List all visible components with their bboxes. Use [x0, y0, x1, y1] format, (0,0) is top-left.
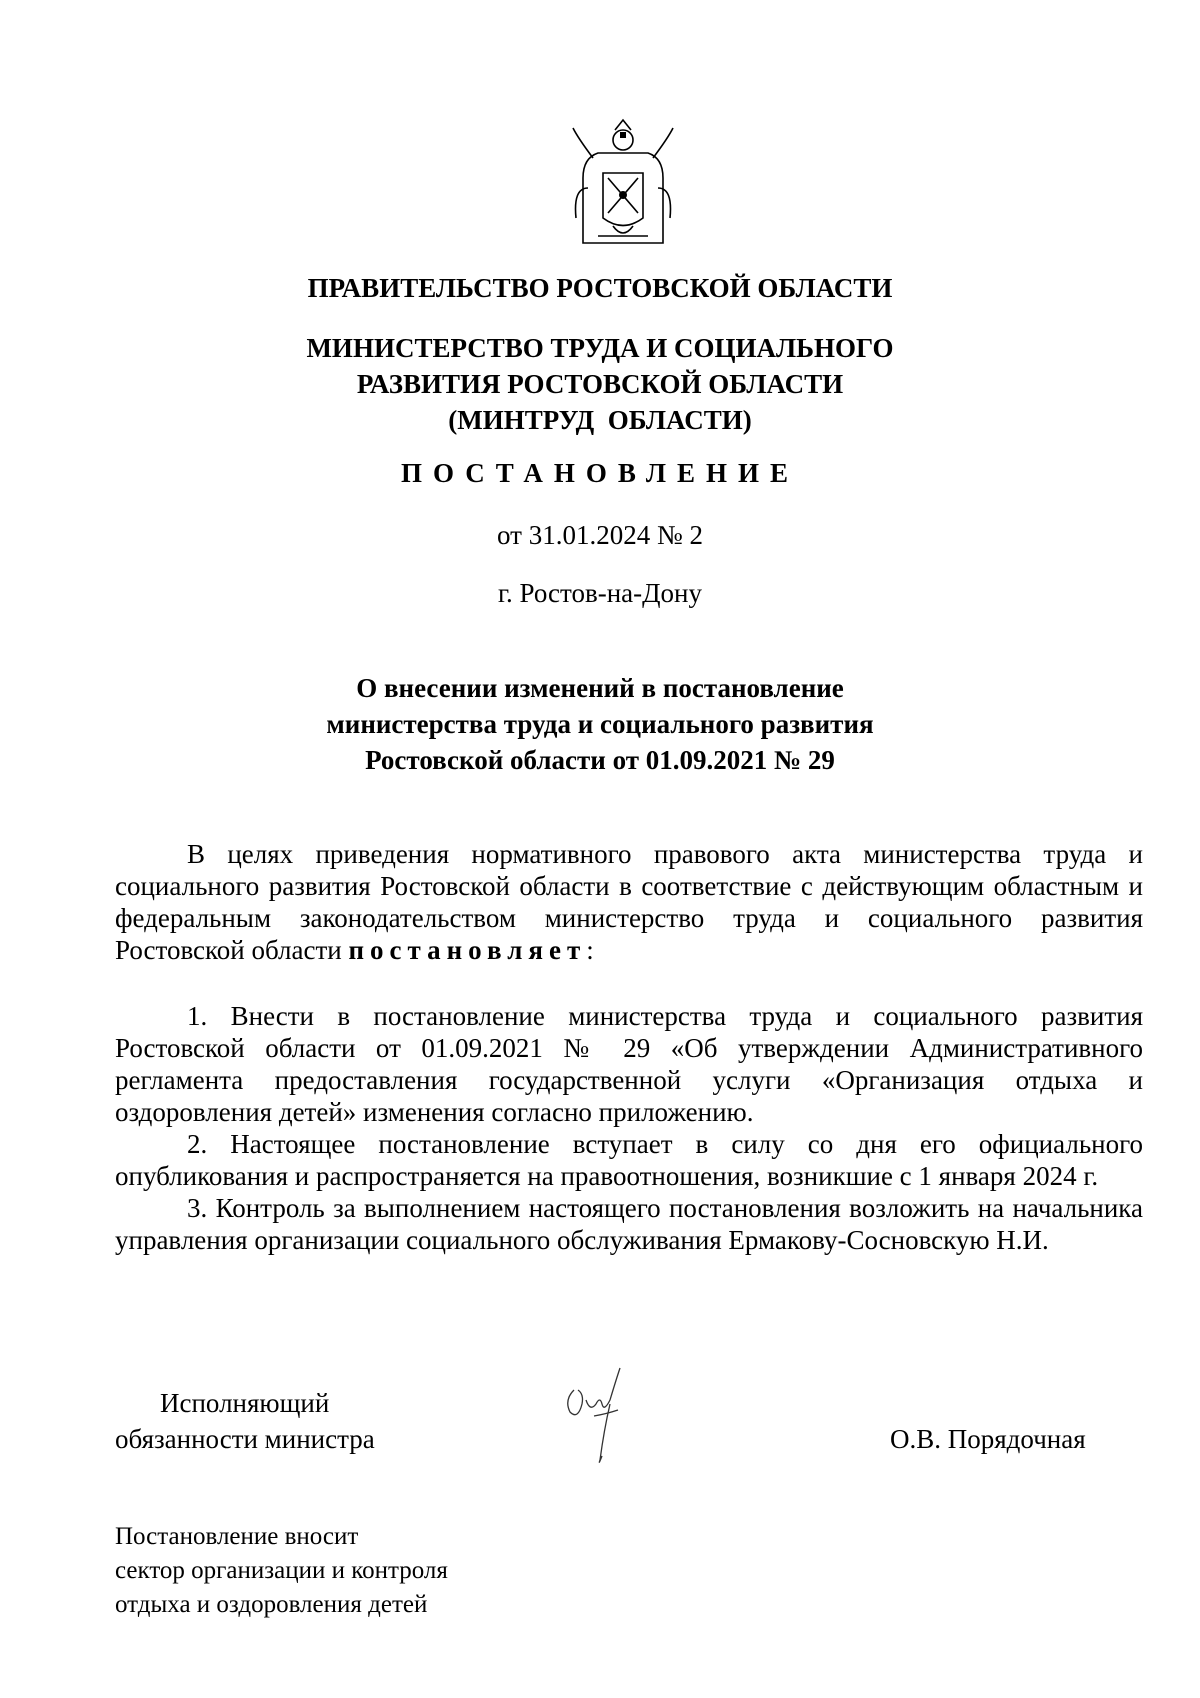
government-title: ПРАВИТЕЛЬСТВО РОСТОВСКОЙ ОБЛАСТИ — [307, 273, 893, 303]
preamble-text: В целях приведения нормативного правового акта министерства труда и социального развития Ростовской области в соответствие с действующим областным и федеральным законодательством министерство труда и социального развития Ростовской области — [115, 839, 1143, 965]
signatory-name: О.В. Порядочная — [890, 1424, 1086, 1454]
document-city: г. Ростов-на-Дону — [497, 578, 702, 608]
subject-line2: министерства труда и социального развития — [326, 709, 874, 739]
document-subject — [0, 670, 1200, 778]
ministry-title-line1: МИНИСТЕРСТВО ТРУДА И СОЦИАЛЬНОГО — [306, 333, 894, 363]
signatory-position-line2: обязанности министра — [115, 1424, 375, 1454]
subject-line3: Ростовской области от 01.09.2021 № 29 — [365, 745, 835, 775]
preamble-paragraph — [115, 838, 1143, 966]
preamble-decides: постановляет — [348, 935, 587, 965]
footer-line2: сектор организации и контроля — [115, 1557, 448, 1584]
footer-line3: отдыха и оздоровления детей — [115, 1591, 428, 1618]
resolution-items — [115, 1000, 1143, 1256]
signatory-position-line1: Исполняющий — [160, 1388, 330, 1418]
document-date-number: от 31.01.2024 № 2 — [497, 520, 703, 550]
subject-line1: О внесении изменений в постановление — [356, 673, 844, 703]
footer-note — [115, 1520, 448, 1622]
resolution-item: 2. Настоящее постановление вступает в силу со дня его официального опубликования и распространяется на правоотношения, возникшие с 1 января 2024 г. — [115, 1129, 1143, 1191]
resolution-item: 3. Контроль за выполнением настоящего постановления возложить на начальника управления организации социального обслуживания Ермакову-Сосновскую Н.И. — [115, 1193, 1143, 1255]
ministry-title-line2: РАЗВИТИЯ РОСТОВСКОЙ ОБЛАСТИ — [356, 369, 844, 399]
rostov-oblast-coat-of-arms-icon — [568, 118, 678, 248]
document-type: ПОСТАНОВЛЕНИЕ — [400, 458, 800, 488]
signatory-position — [115, 1385, 375, 1457]
footer-line1: Постановление вносит — [115, 1523, 359, 1550]
resolution-item: 1. Внести в постановление министерства труда и социального развития Ростовской области от 01.09.2021 № 29 «Об утверждении Административного регламента предоставления государственной услуги «Организация отдыха и оздоровления детей» изменения согласно приложению. — [115, 1001, 1143, 1127]
preamble-colon: : — [586, 935, 594, 965]
ministry-title — [0, 330, 1200, 438]
handwritten-signature-icon — [560, 1360, 640, 1470]
ministry-title-line3: (МИНТРУД ОБЛАСТИ) — [448, 405, 752, 435]
